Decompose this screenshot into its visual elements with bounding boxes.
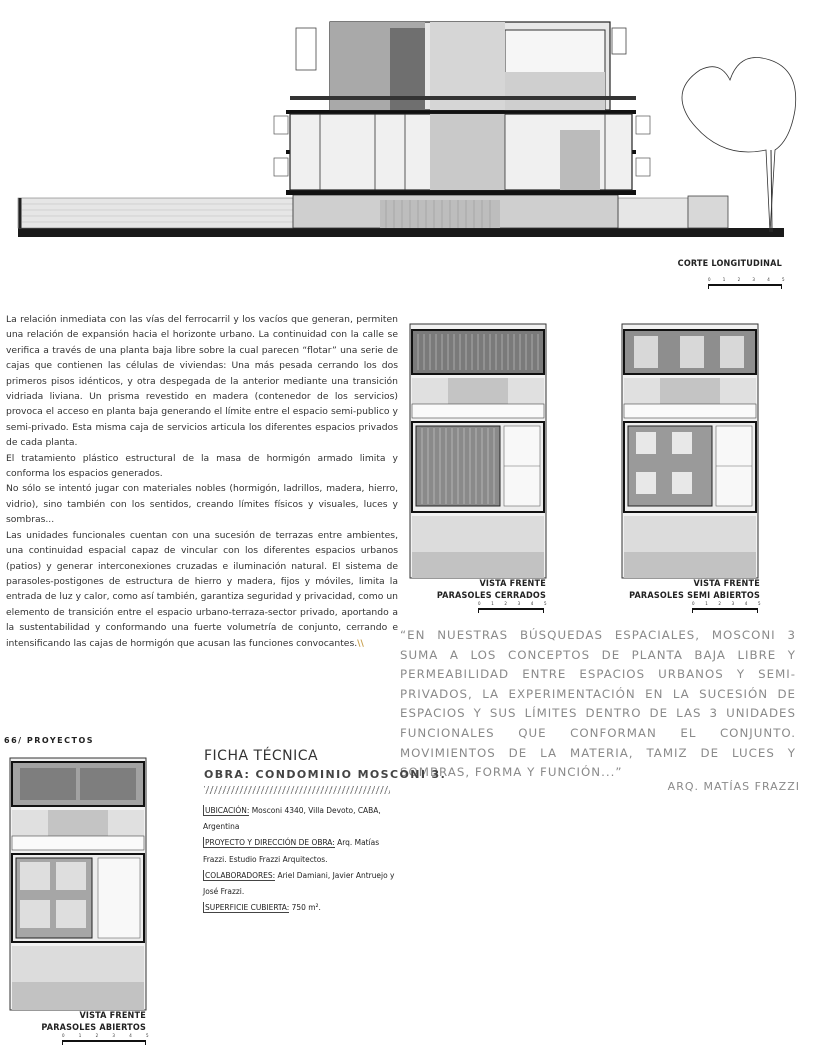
scale-tick-label: 0	[692, 601, 695, 606]
ficha-ubicacion-label: UBICACIÓN:	[205, 805, 250, 815]
scale-tick-label: 4	[129, 1033, 132, 1038]
elevation-semi-scale-bar	[692, 601, 761, 614]
scale-tick-label: 4	[744, 601, 748, 606]
scale-tick-label: 0	[708, 277, 711, 282]
scale-tick-label: 2	[504, 601, 507, 606]
pull-quote: “EN NUESTRAS BÚSQUEDAS ESPACIALES, MOSCONI 3 SUMA A LOS CONCEPTOS DE PLANTA BAJA LIBRE Y PERMEABILIDAD ENTRE ESPACIOS URBANOS Y SEMI-PRIVADOS, LA EXPERIMENTACIÓN EN LA SUCESIÓN DE ESPACIOS Y SUS LÍMITES DENTRO DE LAS 3 UNIDADES FUNCIONALES QUE CONFORMAN EL CONJUNTO. MOVIMIENTOS DE LA MATERIA, TAMIZ DE LUCES Y SOMBRAS, FORMA Y FUNCIÓN...”	[400, 628, 796, 780]
elevation-semi-drawing	[620, 322, 760, 580]
scale-tick-label: 5	[146, 1033, 149, 1038]
scale-tick-label: 2	[95, 1033, 99, 1038]
ficha-colaboradores	[203, 867, 399, 899]
ficha-colaboradores-label: COLABORADORES:	[205, 869, 276, 880]
elevation-open-scale-bar	[62, 1033, 149, 1046]
ficha-title: FICHA TÉCNICA	[204, 748, 319, 764]
ficha-colaboradores-value: Ariel Damiani, Javier Antruejo y José Frazzi.	[203, 869, 395, 897]
elevation-semi-caption-line1: VISTA FRENTE	[693, 579, 760, 589]
scale-tick-label: 4	[767, 277, 770, 282]
elevation-semi-caption	[629, 578, 760, 602]
scale-tick-label: 1	[78, 1033, 82, 1038]
scale-tick-label: 5	[782, 277, 785, 282]
ficha-list	[203, 802, 399, 915]
elevation-semi-caption-line2: PARASOLES SEMI ABIERTOS	[629, 591, 760, 601]
scale-tick-label: 1	[722, 277, 726, 282]
hatch-divider	[204, 786, 390, 794]
quote-author: ARQ. MATÍAS FRAZZI	[667, 780, 800, 793]
elevation-closed-caption-line2: PARASOLES CERRADOS	[436, 591, 546, 601]
ficha-proyecto-label: PROYECTO Y DIRECCIÓN DE OBRA:	[205, 837, 335, 848]
ficha-proyecto	[203, 834, 399, 866]
scale-tick-label: 5	[544, 601, 547, 606]
ficha-ubicacion-value: Mosconi 4340, Villa Devoto, CABA, Argentina	[203, 805, 381, 832]
body-paragraph-2: El tratamiento plástico estructural de la masa de hormigón armado limita y conforma los espacios generados.	[6, 452, 398, 480]
elevation-open-drawing	[8, 756, 148, 1012]
scale-tick-label: 1	[705, 601, 708, 606]
ficha-superficie-value: 750 m².	[289, 902, 321, 913]
scale-tick-label: 5	[758, 601, 761, 606]
ficha-ubicacion	[203, 802, 399, 834]
section-scale-bar	[708, 277, 785, 290]
section-drawing	[0, 0, 828, 260]
scale-tick-label: 1	[491, 601, 494, 606]
scale-tick-label: 3	[112, 1033, 115, 1038]
end-mark: \\	[357, 637, 364, 649]
ficha-superficie	[203, 899, 399, 915]
body-text	[6, 312, 398, 651]
body-paragraph-3: No sólo se intentó jugar con materiales nobles (hormigón, ladrillos, madera, hierro, vidrio), sino también con los sentidos, creando límites físicos y visuales, luces y sombras...	[6, 483, 398, 526]
elevation-open-caption-line2: PARASOLES ABIERTOS	[41, 1023, 146, 1033]
scale-tick-label: 3	[517, 601, 521, 606]
elevation-closed-caption-line1: VISTA FRENTE	[479, 579, 546, 589]
elevation-open-caption	[41, 1010, 146, 1034]
body-paragraph-4: Las unidades funcionales cuentan con una sucesión de terrazas entre ambientes, una continuidad espacial capaz de vincular con los diferentes espacios urbanos (patios) y generar interconexiones cruzadas e iluminación natural. El sistema de parasoles-postigones de estructura de hierro y madera, fijos y móviles, limita la entrada de luz y calor, como así también, garantiza seguridad y privacidad, como un elemento de transición entre el espacio urbano-terraza-sector privado, aportando a la sustentabilidad y conformando una fuerte volumetría de conjunto, cerrando e intensificando las cajas de hormigón que acusan las funciones convocantes.\\	[6, 529, 398, 649]
elevation-open-caption-line1: VISTA FRENTE	[79, 1011, 146, 1021]
scale-tick-label: 3	[731, 601, 735, 606]
scale-tick-label: 4	[530, 601, 534, 606]
ficha-superficie-label: SUPERFICIE CUBIERTA:	[205, 902, 290, 913]
body-paragraph-1: La relación inmediata con las vías del ferrocarril y los vacíos que generan, permiten una relación de expansión hacia el horizonte urbano. La continuidad con la calle se verifica a través de una planta baja libre sobre la cual parecen “flotar” una serie de cajas que contienen las células de viviendas: Una más pesada cerrando los dos primeros pisos idénticos, y otra despegada de la anterior mediante una transición vidriada liviana. Un prisma revestido en madera (contenedor de los servicios) provoca el acceso en planta baja generando el límite entre el espacio semi-publico y semi-privado. Esta misma caja de servicios articula los diferentes espacios privados de cada planta.	[6, 314, 398, 449]
elevation-closed-scale-bar	[478, 601, 547, 614]
ficha-proyecto-value: Arq. Matías Frazzi. Estudio Frazzi Arquitectos.	[203, 837, 380, 864]
elevation-closed-caption	[437, 578, 546, 602]
scale-tick-label: 0	[62, 1033, 65, 1038]
scale-tick-label: 2	[737, 277, 741, 282]
scale-tick-label: 3	[752, 277, 755, 282]
scale-tick-label: 2	[718, 601, 721, 606]
scale-tick-label: 0	[478, 601, 481, 606]
section-caption: CORTE LONGITUDINAL	[677, 259, 782, 269]
page-label: 66/ PROYECTOS	[4, 736, 95, 745]
obra-title: OBRA: CONDOMINIO MOSCONI 3.	[204, 768, 447, 781]
elevation-closed-drawing	[408, 322, 548, 580]
